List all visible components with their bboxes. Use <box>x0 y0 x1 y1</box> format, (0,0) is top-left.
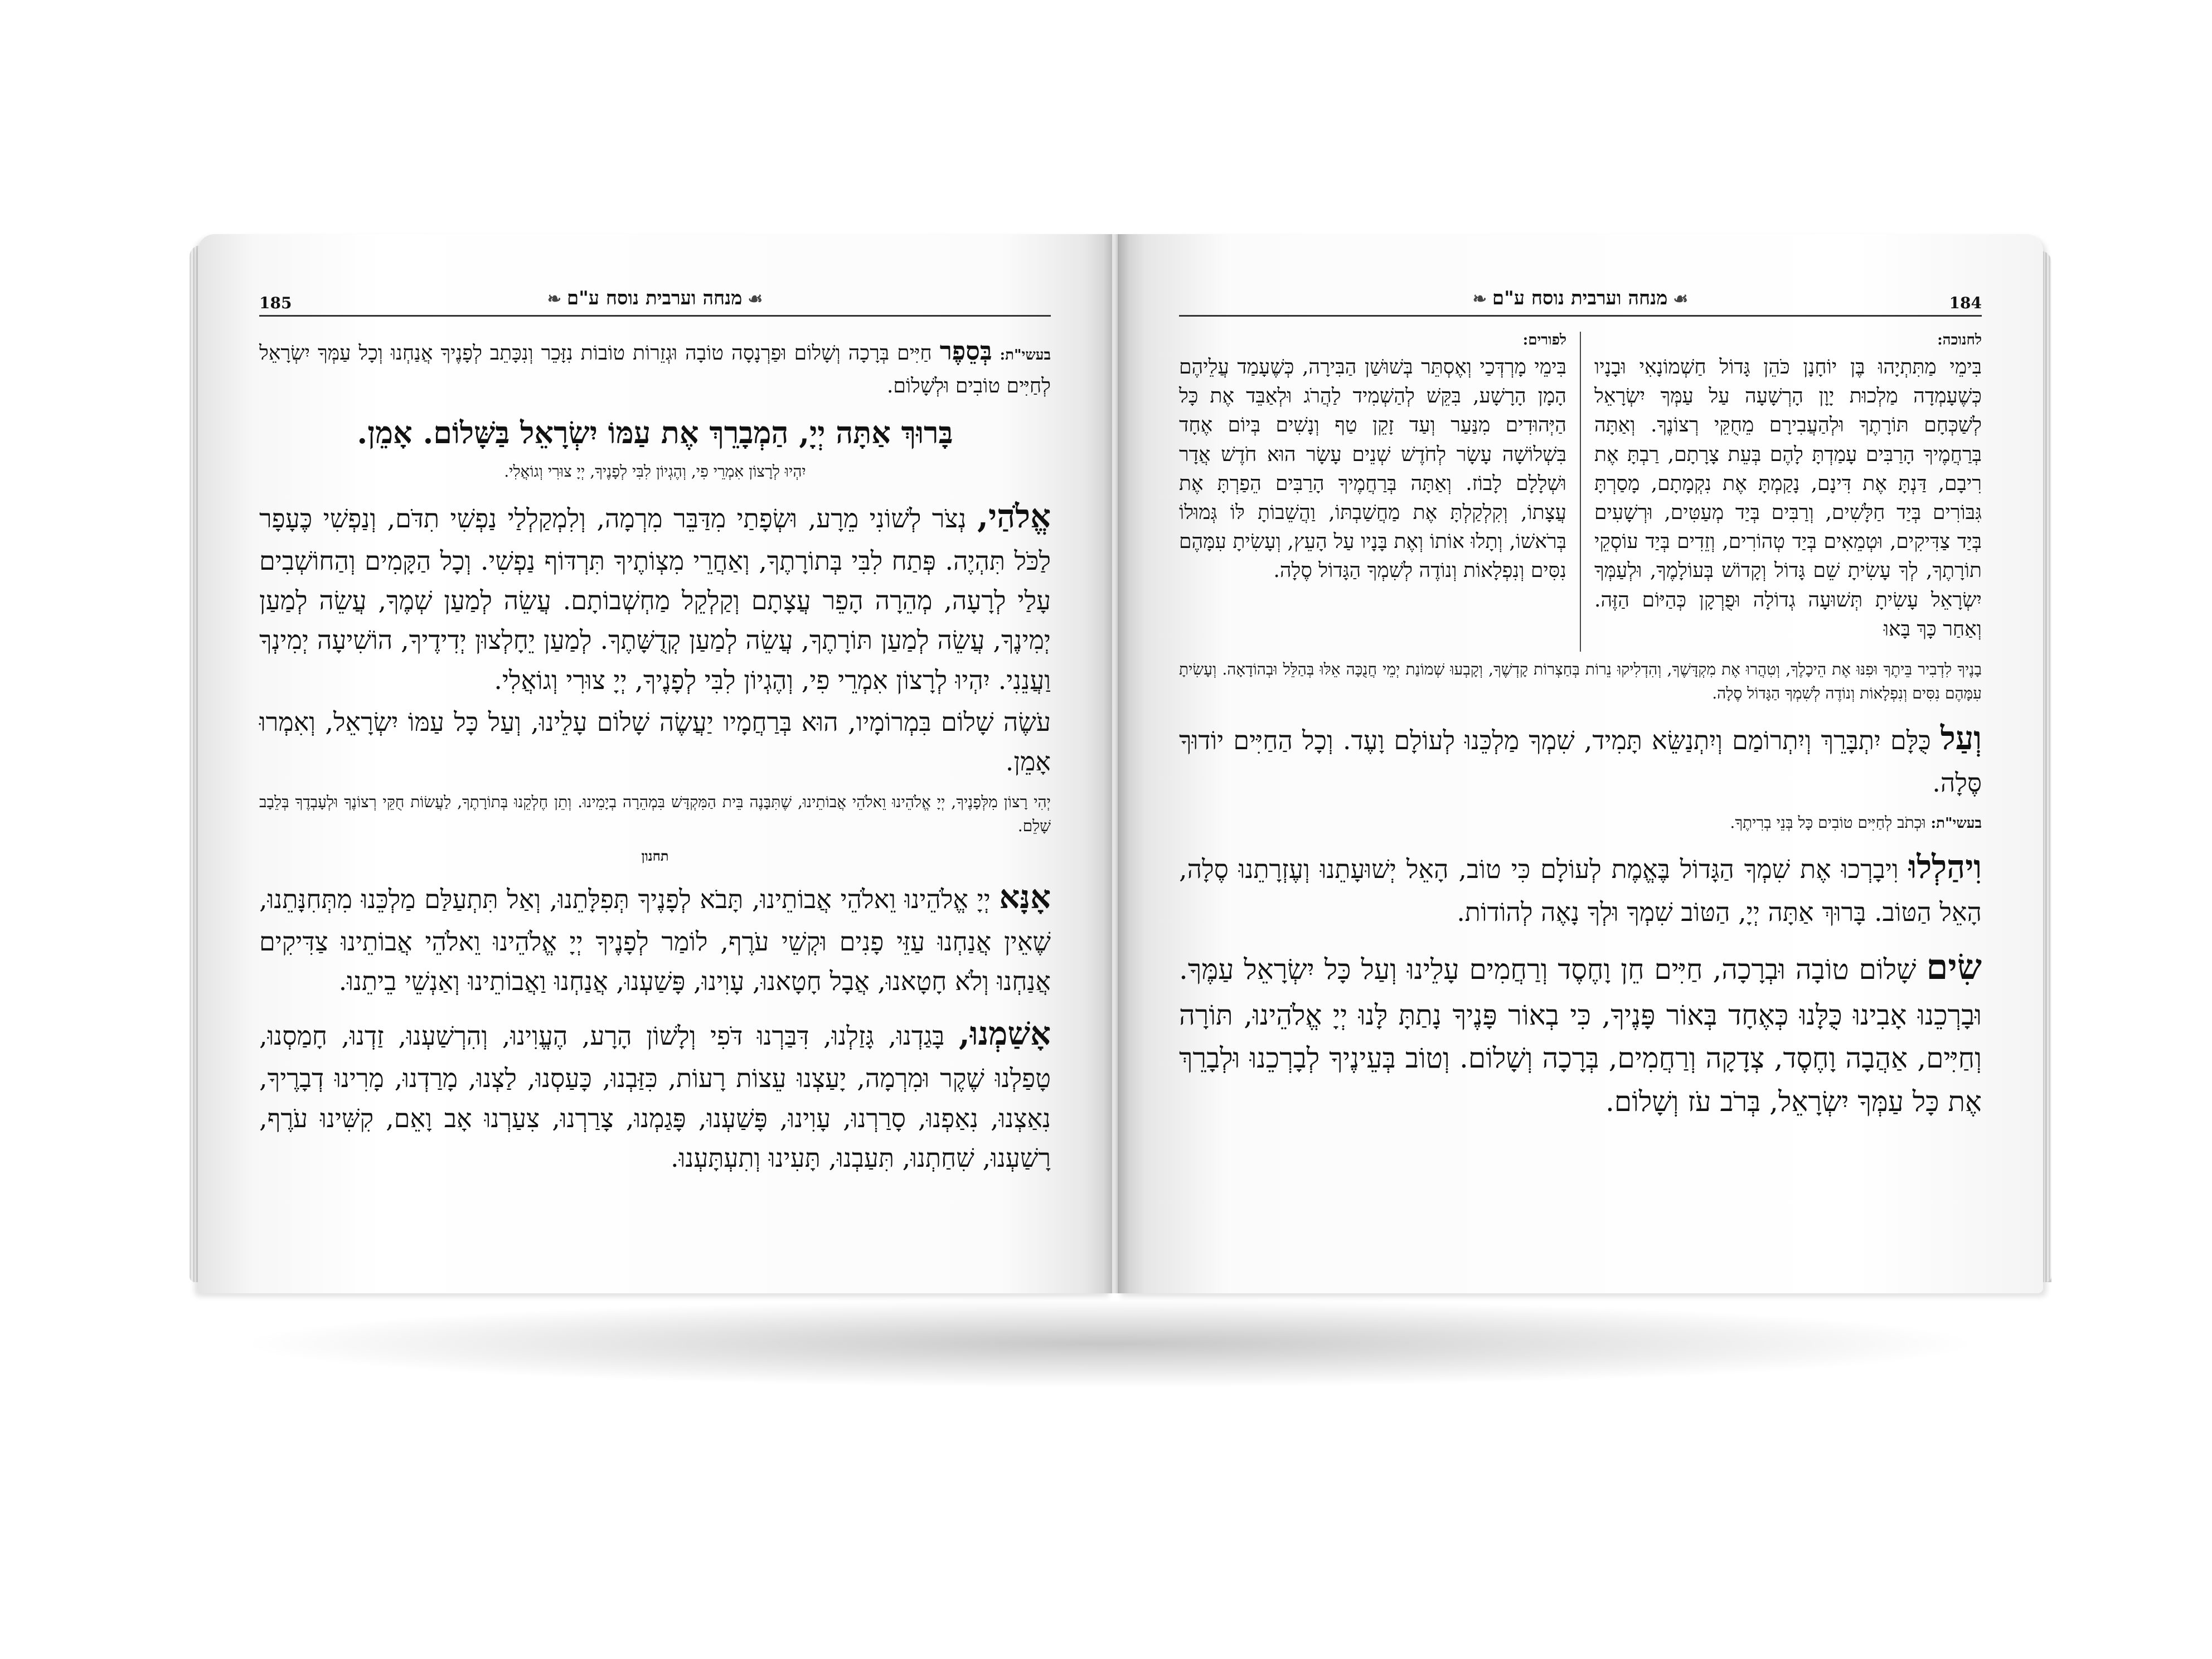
oseh-shalom-paragraph: עֹשֶׂה שָׁלוֹם בִּמְרוֹמָיו, הוּא בְּרַחֲמָיו יַעֲשֶׂה שָׁלוֹם עָלֵינוּ, וְעַל כָּל עַמּוֹ יִשְׂרָאֵל, וְאִמְרוּ אָמֵן. <box>259 706 1051 777</box>
yihyu-line: יִהְיוּ לְרָצוֹן אִמְרֵי פִי, וְהֶגְיוֹן לִבִּי לְפָנֶיךָ, יְיָ צוּרִי וְגוֹאֲלִי. <box>504 462 806 481</box>
left-page-header <box>259 287 1051 321</box>
purim-text: בִּימֵי מָרְדְּכַי וְאֶסְתֵּר בְּשׁוּשַׁן הַבִּירָה, כְּשֶׁעָמַד עֲלֵיהֶם הָמָן הָרָשָׁע, בִּקֵּשׁ לְהַשְׁמִיד לַהֲרֹג וּלְאַבֵּד אֶת כָּל הַיְּהוּדִים מִנַּעַר וְעַד זָקֵן טַף וְנָשִׁים בְּיוֹם אֶחָד בִּשְׁלוֹשָׁה עָשָׂר לְחֹדֶשׁ שְׁנֵים עָשָׂר הוּא חֹדֶשׁ אֲדָר וּשְׁלָלָם לָבוֹז. וְאַתָּה בְּרַחֲמֶיךָ הָרַבִּים הֵפַרְתָּ אֶת עֲצָתוֹ, וְקִלְקַלְתָּ אֶת מַחֲשַׁבְתּוֹ, וַהֲשֵׁבוֹתָ לּוֹ גְּמוּלוֹ בְּרֹאשׁוֹ, וְתָלוּ אוֹתוֹ וְאֶת בָּנָיו עַל הָעֵץ, וְעָשִׂיתָ עִמָּהֶם נִסִּים וְנִפְלָאוֹת וְנוֹדֶה לְשִׁמְךָ הַגָּדוֹל סֶלָה. <box>1179 356 1566 583</box>
right-page <box>1118 234 2043 1293</box>
ornament-icon: ☙ <box>748 289 763 309</box>
paragraph-lead: וְעַל <box>1940 719 1982 757</box>
header-rule <box>259 315 1051 317</box>
left-page <box>198 234 1112 1293</box>
paragraph-text: חַיִּים בְּרָכָה וְשָׁלוֹם וּפַרְנָסָה טוֹבָה וּגְזֵרוֹת טוֹבוֹת נִזָּכֵר וְנִכָּתֵב לְפָנֶיךָ אֲנַחְנוּ וְכָל עַמְּךָ יִשְׂרָאֵל לְחַיִּים טוֹבִים וּלְשָׁלוֹם. <box>259 342 1051 397</box>
paragraph-text: בָּגַדְנוּ, גָּזַלְנוּ, דִּבַּרְנוּ דֹּפִי וְלָשׁוֹן הָרָע, הֶעֱוִינוּ, וְהִרְשַׁעְנוּ, זַדְנוּ, חָמַסְנוּ, טָפַלְנוּ שֶׁקֶר וּמִרְמָה, יָעַצְנוּ עֵצוֹת רָעוֹת, כִּזַּבְנוּ, כָּעַסְנוּ, לַצְנוּ, מָרַדְנוּ, מָרִינוּ דְבָרֶיךָ, נִאַצְנוּ, נִאַפְנוּ, סָרַרְנוּ, עָוִינוּ, פָּשַׁעְנוּ, פָּגַמְנוּ, צָרַרְנוּ, צִעַרְנוּ אָב וָאֵם, קִשִּׁינוּ עֹרֶף, רָשַׁעְנוּ, שִׁחַתְנוּ, תִּעַבְנוּ, תָּעִינוּ וְתִעְתָּעְנוּ. <box>259 1021 1051 1173</box>
paragraph-lead: אָשַׁמְנוּ, <box>958 1015 1051 1053</box>
baruch-line: בָּרוּךְ אַתָּה יְיָ, הַמְבָרֵךְ אֶת עַמּוֹ יִשְׂרָאֵל בַּשָּׁלוֹם. אָמֵן. <box>357 414 953 450</box>
sim-shalom-paragraph <box>1179 940 1982 1123</box>
aseret-label: בעשי"ת: <box>1930 815 1982 832</box>
paragraph-lead: שִׂים <box>1926 945 1982 987</box>
chanukah-text: בִּימֵי מַתִּתְיָהוּ בֶּן יוֹחָנָן כֹּהֵן גָּדוֹל חַשְׁמוֹנָאִי וּבָנָיו כְּשֶׁעָמְדָה מַלְכוּת יָוָן הָרְשָׁעָה עַל עַמְּךָ יִשְׂרָאֵל לְשַׁכְּחָם תּוֹרָתֶךָ וּלְהַעֲבִירָם מֵחֻקֵּי רְצוֹנֶךָ. וְאַתָּה בְּרַחֲמֶיךָ הָרַבִּים עָמַדְתָּ לָהֶם בְּעֵת צָרָתָם, רַבְתָּ אֶת רִיבָם, דַּנְתָּ אֶת דִּינָם, נָקַמְתָּ אֶת נִקְמָתָם, מָסַרְתָּ גִּבּוֹרִים בְּיַד חַלָּשִׁים, וְרַבִּים בְּיַד מְעַטִּים, וּרְשָׁעִים בְּיַד צַדִּיקִים, וּטְמֵאִים בְּיַד טְהוֹרִים, וְזֵדִים בְּיַד עוֹסְקֵי תוֹרָתֶךָ, לְךָ עָשִׂיתָ שֵׁם גָּדוֹל וְקָדוֹשׁ בְּעוֹלָמֶךָ, וּלְעַמְּךָ יִשְׂרָאֵל עָשִׂיתָ תְּשׁוּעָה גְדוֹלָה וּפֻרְקָן כְּהַיּוֹם הַזֶּה. וְאַחַר כָּךְ בָּאוּ <box>1594 356 1982 641</box>
book-shadow <box>234 1299 1985 1388</box>
paragraph-text: יְיָ אֱלֹהֵינוּ וֵאלֹהֵי אֲבוֹתֵינוּ, תָּבֹא לְפָנֶיךָ תְּפִלָּתֵנוּ, וְאַל תִּתְעַלַּם מַלְכֵּנוּ מִתְּחִנָּתֵנוּ, שֶׁאֵין אֲנַחְנוּ עַזֵּי פָנִים וּקְשֵׁי עֹרֶף, לוֹמַר לְפָנֶיךָ יְיָ אֱלֹהֵינוּ וֵאלֹהֵי אֲבוֹתֵינוּ צַדִּיקִים אֲנַחְנוּ וְלֹא חָטָאנוּ, אֲבָל חָטָאנוּ, עָוִינוּ, פָּשַׁעְנוּ, אֲנַחְנוּ וַאֲבוֹתֵינוּ וְאַנְשֵׁי בֵיתֵנוּ. <box>259 884 1051 996</box>
paragraph-lead: וִיהַלְלוּ <box>1908 848 1982 886</box>
purim-label: לפורים: <box>1522 332 1566 348</box>
paragraph-text: שָׁלוֹם טוֹבָה וּבְרָכָה, חַיִּים חֵן וָחֶסֶד וְרַחֲמִים עָלֵינוּ וְעַל כָּל יִשְׂרָאֵל עַמֶּךָ. וּבָרְכֵנוּ אָבִינוּ כֻּלָּנוּ כְּאֶחָד בְּאוֹר פָּנֶיךָ, כִּי בְאוֹר פָּנֶיךָ נָתַתָּ לָּנוּ יְיָ אֱלֹהֵינוּ, תּוֹרָה וְחַיִּים, אַהֲבָה וָחֶסֶד, צְדָקָה וְרַחֲמִים, בְּרָכָה וְשָׁלוֹם. וְטוֹב בְּעֵינֶיךָ לְבָרְכֵנוּ וּלְבָרֵךְ אֶת כָּל עַמְּךָ יִשְׂרָאֵל, בְּרֹב עֹז וְשָׁלוֹם. <box>1179 953 1982 1118</box>
chanukah-column <box>1594 332 1982 652</box>
header-rule <box>1179 315 1982 317</box>
paragraph-text: וִיבָרְכוּ אֶת שִׁמְךָ הַגָּדוֹל בֶּאֱמֶת לְעוֹלָם כִּי טוֹב, הָאֵל יְשׁוּעָתֵנוּ וְעֶזְרָתֵנוּ סֶלָה, הָאֵל הַטּוֹב. בָּרוּךְ אַתָּה יְיָ, הַטּוֹב שִׁמְךָ וּלְךָ נָאֶה לְהוֹדוֹת. <box>1179 854 1982 927</box>
yehi-ratzon-paragraph: יְהִי רָצוֹן מִלְּפָנֶיךָ, יְיָ אֱלֹהֵינוּ וֵאלֹהֵי אֲבוֹתֵינוּ, שֶׁתִּבָּנֶה בֵּית הַמִּקְדָּשׁ בִּמְהֵרָה בְיָמֵינוּ. וְתֵן חֶלְקֵנוּ בְּתוֹרָתֶךָ, לַעֲשׂוֹת חֻקֵּי רְצוֹנֶךָ וּלְעָבְדֶךָ בְּלֵבָב שָׁלֵם. <box>259 792 1051 835</box>
ashamnu-paragraph <box>259 1009 1051 1178</box>
paragraph-lead: אָנָּא <box>999 877 1051 916</box>
paragraph-text: כֻּלָּם יִתְבָּרֵךְ וְיִתְרוֹמַם וְיִתְנַשֵּׂא תָּמִיד, שִׁמְךָ מַלְכֵּנוּ לְעוֹלָם וָעֶד. וְכָל הַחַיִּים יוֹדוּךָ סֶּלָה. <box>1179 725 1982 798</box>
aseret-text: וּכְתֹב לְחַיִּים טוֹבִים כָּל בְּנֵי בְרִיתֶךָ. <box>1730 813 1926 832</box>
page-number: 185 <box>259 294 292 312</box>
running-title: מנחה וערבית נוסח ע"ם <box>1492 287 1668 309</box>
chanukah-label: לחנוכה: <box>1937 332 1982 348</box>
ornament-icon: ❧ <box>547 289 561 309</box>
left-page-content <box>259 332 1051 1249</box>
chanukah-continuation: בָנֶיךָ לִדְבִיר בֵּיתֶךָ וּפִנּוּ אֶת הֵיכָלֶךָ, וְטִהֲרוּ אֶת מִקְדָּשֶׁךָ, וְהִדְלִיקוּ נֵרוֹת בְּחַצְרוֹת קָדְשֶׁךָ, וְקָבְעוּ שְׁמוֹנַת יְמֵי חֲנֻכָּה אֵלּוּ בְּהַלֵּל וּבְהוֹדָאָה. וְעָשִׂיתָ עִמָּהֶם נִסִּים וְנִפְלָאוֹת וְנוֹדֶה לְשִׁמְךָ הַגָּדוֹל סֶלָה. <box>1179 659 1982 703</box>
right-page-content <box>1179 332 1982 1249</box>
column-divider <box>1580 332 1581 652</box>
paragraph-text: נְצֹר לְשׁוֹנִי מֵרָע, וּשְׂפָתַי מִדַּבֵּר מִרְמָה, וְלִמְקַלְלַי נַפְשִׁי תִדֹּם, וְנַפְשִׁי כֶּעָפָר לַכֹּל תִּהְיֶה. פְּתַח לִבִּי בְּתוֹרָתֶךָ, וְאַחֲרֵי מִצְוֹתֶיךָ תִּרְדּוֹף נַפְשִׁי. וְכָל הַקָּמִים וְהַחוֹשְׁבִים עָלַי לְרָעָה, מְהֵרָה הָפֵר עֲצָתָם וְקַלְקֵל מַחְשְׁבוֹתָם. עֲשֵׂה לְמַעַן שְׁמֶךָ, עֲשֵׂה לְמַעַן יְמִינֶךָ, עֲשֵׂה לְמַעַן תּוֹרָתֶךָ, עֲשֵׂה לְמַעַן קְדֻשָּׁתֶךָ. לְמַעַן יֵחָלְצוּן יְדִידֶיךָ, הוֹשִׁיעָה יְמִינְךָ וַעֲנֵנִי. יִהְיוּ לְרָצוֹן אִמְרֵי פִי, וְהֶגְיוֹן לִבִּי לְפָנֶיךָ, יְיָ צוּרִי וְגוֹאֲלִי. <box>259 503 1051 695</box>
chanukah-purim-columns <box>1179 332 1982 652</box>
aseret-label: בעשי"ת: <box>1000 347 1051 363</box>
elohai-paragraph <box>259 492 1051 700</box>
purim-column <box>1179 332 1566 652</box>
aseret-insert <box>1179 811 1982 835</box>
veal-paragraph <box>1179 714 1982 803</box>
paragraph-lead: אֱלֹהַי, <box>977 497 1051 535</box>
ornament-icon: ☙ <box>1673 289 1689 309</box>
paragraph-lead: בְּסֵפֶר <box>939 336 992 366</box>
right-page-header <box>1179 287 1982 321</box>
ornament-icon: ❧ <box>1472 289 1487 309</box>
page-number: 184 <box>1949 294 1982 312</box>
besefer-paragraph <box>259 332 1051 402</box>
tachanun-heading: תחנון <box>641 848 669 865</box>
vihalelu-paragraph <box>1179 842 1982 932</box>
running-title: מנחה וערבית נוסח ע"ם <box>566 287 743 309</box>
book-gutter <box>1104 234 1129 1293</box>
ana-paragraph <box>259 872 1051 1002</box>
